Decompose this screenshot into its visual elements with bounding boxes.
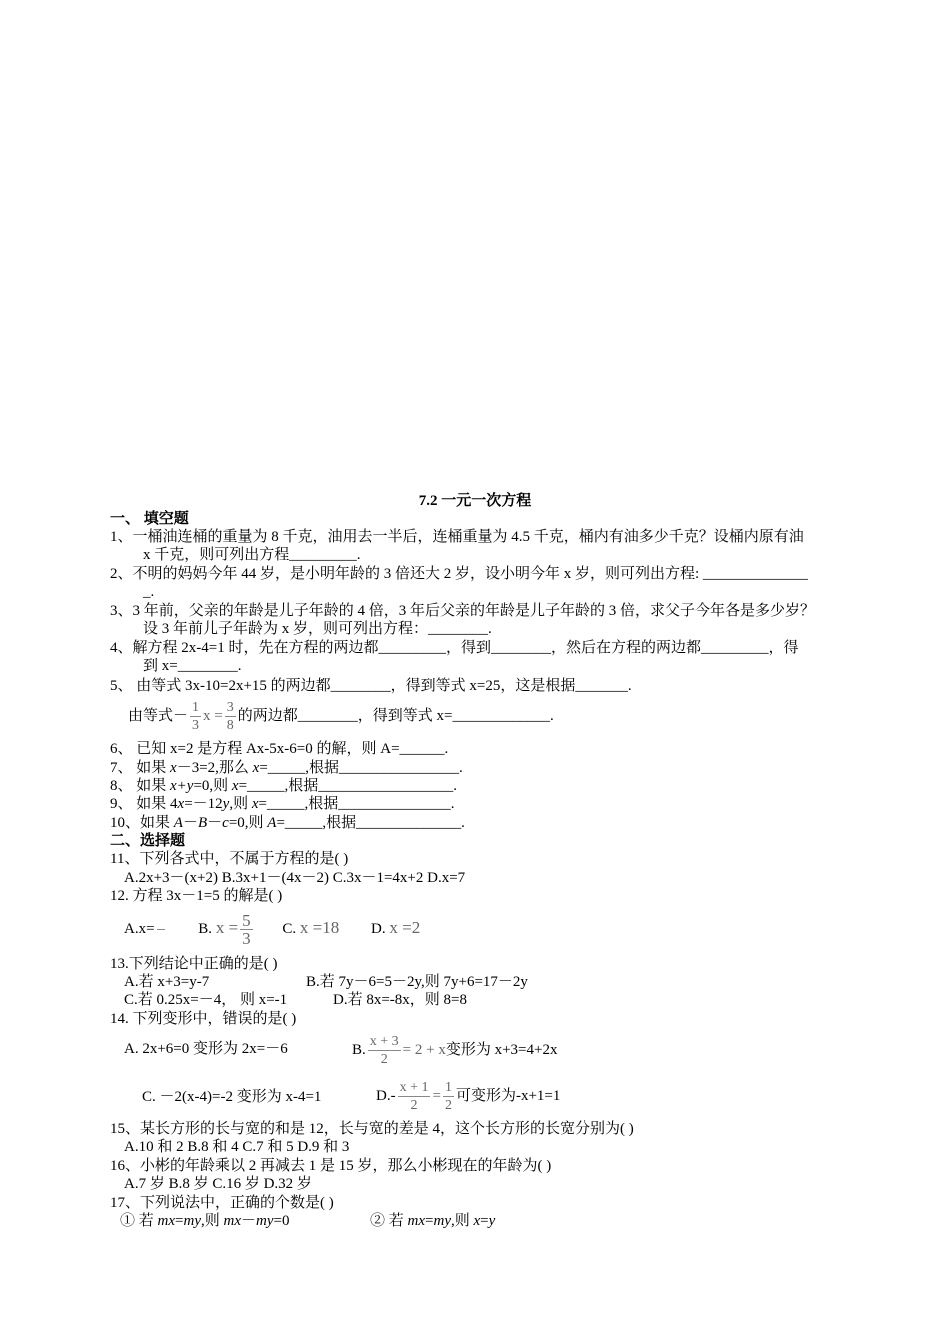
text-fragment: =_____,根据______________.	[276, 815, 465, 831]
text-fragment: 5	[242, 911, 251, 931]
question-1-cont: x 千克，则可列出方程_________.	[143, 547, 361, 563]
text-fragment: x	[252, 760, 260, 776]
text-fragment: = 2 + x	[402, 1042, 446, 1058]
text-fragment: my	[183, 1213, 201, 1229]
text-fragment: 8、 如果	[110, 778, 171, 794]
q14-option-d	[376, 1076, 560, 1116]
text-fragment: ② 若	[370, 1213, 408, 1229]
text-fragment: =	[425, 1213, 434, 1229]
text-fragment: y	[222, 796, 230, 812]
text-fragment: my	[433, 1213, 451, 1229]
text-fragment: =－12	[184, 796, 223, 812]
q17-statement-2	[370, 1212, 495, 1230]
text-fragment: 2	[410, 1098, 418, 1114]
q13-option-b: B.若 7y－6=5－2y,则 7y+6=17－2y	[306, 974, 528, 990]
question-8	[110, 777, 457, 795]
text-fragment: ① 若	[120, 1213, 158, 1229]
text-fragment: =	[480, 1213, 489, 1229]
fraction-one-half	[443, 1079, 454, 1114]
q17-statement-1	[120, 1212, 289, 1230]
fraction-one-third	[190, 699, 201, 734]
text-fragment: A	[173, 815, 183, 831]
text-fragment: =0,则	[193, 778, 232, 794]
text-fragment: x	[231, 778, 239, 794]
fraction-three-eighths	[225, 699, 236, 734]
question-15-options: A.10 和 2 B.8 和 4 C.7 和 5 D.9 和 3	[124, 1139, 350, 1155]
fraction-x-plus-3-over-2	[368, 1033, 401, 1068]
question-4-cont: 到 x=________.	[143, 658, 242, 674]
fraction-part	[157, 912, 165, 930]
question-15: 15、某长方形的长与宽的和是 12，长与宽的差是 4，这个长方形的长宽分别为( )	[110, 1121, 634, 1137]
text-fragment: =0	[273, 1213, 290, 1229]
question-5-part2	[128, 697, 554, 735]
text-fragment: 可变形为-x+1=1	[455, 1088, 561, 1104]
text-fragment: mx	[157, 1213, 176, 1229]
text-fragment: x	[170, 760, 177, 776]
text-fragment: 变形为 x+3=4+2x	[445, 1042, 558, 1058]
text-fragment: A	[267, 815, 277, 831]
q12-option-b: B.	[198, 921, 216, 937]
text-fragment: mx	[407, 1213, 426, 1229]
question-3-cont: 设 3 年前儿子年龄为 x 岁，则可列出方程：________.	[143, 621, 492, 637]
text-fragment: ,则	[450, 1213, 474, 1229]
text-fragment: 9、 如果 4	[110, 796, 178, 812]
text-fragment: －	[207, 815, 223, 831]
question-1: 1、一桶油连桶的重量为 8 千克，油用去一半后，连桶重量为 4.5 千克，桶内有油多少千克？设桶内原有油	[110, 529, 804, 545]
question-13: 13.下列结论中正确的是( )	[110, 956, 278, 972]
fraction-five-thirds	[240, 912, 253, 947]
fraction-x-plus-1-over-2	[398, 1079, 431, 1114]
q12-option-c-value: x =18	[299, 918, 340, 937]
question-3: 3、3 年前，父亲的年龄是儿子年龄的 4 倍，3 年后父亲的年龄是儿子年龄的 3 倍，求父子今年各是多少岁？	[110, 603, 816, 619]
q14-option-b	[352, 1030, 557, 1070]
question-2: 2、不明的妈妈今年 44 岁，是小明年龄的 3 倍还大 2 岁，设小明今年 x 岁，则可列出方程: ______________	[110, 566, 808, 582]
text-fragment: x	[473, 1213, 481, 1229]
text-fragment: 7、 如果	[110, 760, 171, 776]
fraction-den: 3	[192, 718, 200, 734]
text-fragment: －3=2,那么	[176, 760, 253, 776]
q5b-pre: 由等式－	[128, 708, 189, 724]
text-fragment: =0,则	[228, 815, 268, 831]
text-fragment: =_____,根据________________.	[259, 760, 463, 776]
q12-option-a-fraction	[157, 912, 165, 947]
text-fragment: x	[177, 796, 185, 812]
text-fragment: =	[432, 1088, 441, 1104]
question-17: 17、下列说法中，正确的个数是( )	[110, 1195, 334, 1211]
fraction-num: 1	[192, 700, 200, 716]
question-9	[110, 795, 454, 813]
text-fragment: 3	[242, 929, 251, 949]
text-fragment: x + 1	[399, 1080, 429, 1096]
q12-option-d: D.	[371, 921, 390, 937]
question-16: 16、小彬的年龄乘以 2 再减去 1 是 15 岁，那么小彬现在的年龄为( )	[110, 1158, 552, 1174]
question-4: 4、解方程 2x-4=1 时，先在方程的两边都_________，得到________，然后在方程的两边都_________，得	[110, 640, 799, 656]
text-fragment: =	[175, 1213, 184, 1229]
section-multiple-choice: 二、选择题	[110, 833, 186, 849]
text-fragment: B	[197, 815, 208, 831]
text-fragment: y	[488, 1213, 496, 1229]
question-11: 11、下列各式中，不属于方程的是( )	[110, 851, 349, 867]
question-7	[110, 759, 463, 777]
q12-option-d-value: x =2	[389, 918, 421, 937]
question-14: 14. 下列变形中，错误的是( )	[110, 1011, 297, 1027]
text-fragment: mx	[223, 1213, 241, 1229]
text-fragment: 1	[444, 1080, 452, 1096]
q14-option-c: C. －2(x-4)=-2 变形为 x-4=1	[142, 1089, 322, 1105]
question-10	[110, 814, 465, 832]
question-12: 12. 方程 3x－1=5 的解是( )	[110, 888, 283, 904]
section-fill-blank: 一、 填空题	[110, 511, 189, 527]
text-fragment: 2	[380, 1052, 388, 1068]
text-fragment: x + 3	[369, 1034, 399, 1050]
question-16-options: A.7 岁 B.8 岁 C.16 岁 D.32 岁	[124, 1176, 312, 1192]
q12-option-b-x: x =	[215, 918, 239, 937]
text-fragment: =_____,根据__________________.	[238, 778, 458, 794]
question-11-options: A.2x+3－(x+2) B.3x+1－(4x－2) C.3x－1=4x+2 D.x=7	[124, 870, 466, 886]
q14-option-a: A. 2x+6=0 变形为 2x=－6	[124, 1041, 288, 1057]
text-fragment: B.	[352, 1042, 366, 1058]
fraction-den: 8	[226, 718, 234, 734]
question-5: 5、 由等式 3x-10=2x+15 的两边都________，得到等式 x=25，这是根据_______.	[110, 678, 632, 694]
q5b-post: 的两边都________，得到等式 x=_____________.	[237, 708, 554, 724]
text-fragment: x	[251, 796, 259, 812]
fraction-part	[157, 930, 165, 947]
q12-option-c: C.	[282, 921, 300, 937]
text-fragment: ,则	[200, 1213, 224, 1229]
question-2-cont: _.	[143, 584, 155, 600]
q13-option-d: D.若 8x=-8x，则 8=8	[333, 992, 467, 1008]
question-12-options	[124, 908, 420, 949]
text-fragment: x+y	[170, 778, 194, 794]
fraction-num: 3	[226, 700, 234, 716]
text-fragment: －	[241, 1213, 257, 1229]
text-fragment: －	[182, 815, 198, 831]
q13-option-a: A.若 x+3=y-7	[124, 974, 210, 990]
page-title: 7.2 一元一次方程	[418, 493, 532, 509]
text-fragment: ,则	[229, 796, 252, 812]
q13-option-c: C.若 0.25x=－4， 则 x=-1	[124, 992, 288, 1008]
q12-option-a: A.x=	[124, 921, 155, 937]
text-fragment: my	[256, 1213, 274, 1229]
text-fragment: =_____,根据_______________.	[258, 796, 455, 812]
text-fragment: D.-	[376, 1088, 396, 1104]
text-fragment: 10、如果	[110, 815, 174, 831]
text-fragment: 2	[444, 1098, 452, 1114]
q5b-mid: x =	[203, 708, 223, 724]
text-fragment: c	[222, 815, 229, 831]
question-6: 6、 已知 x=2 是方程 Ax-5x-6=0 的解，则 A=______.	[110, 741, 449, 757]
